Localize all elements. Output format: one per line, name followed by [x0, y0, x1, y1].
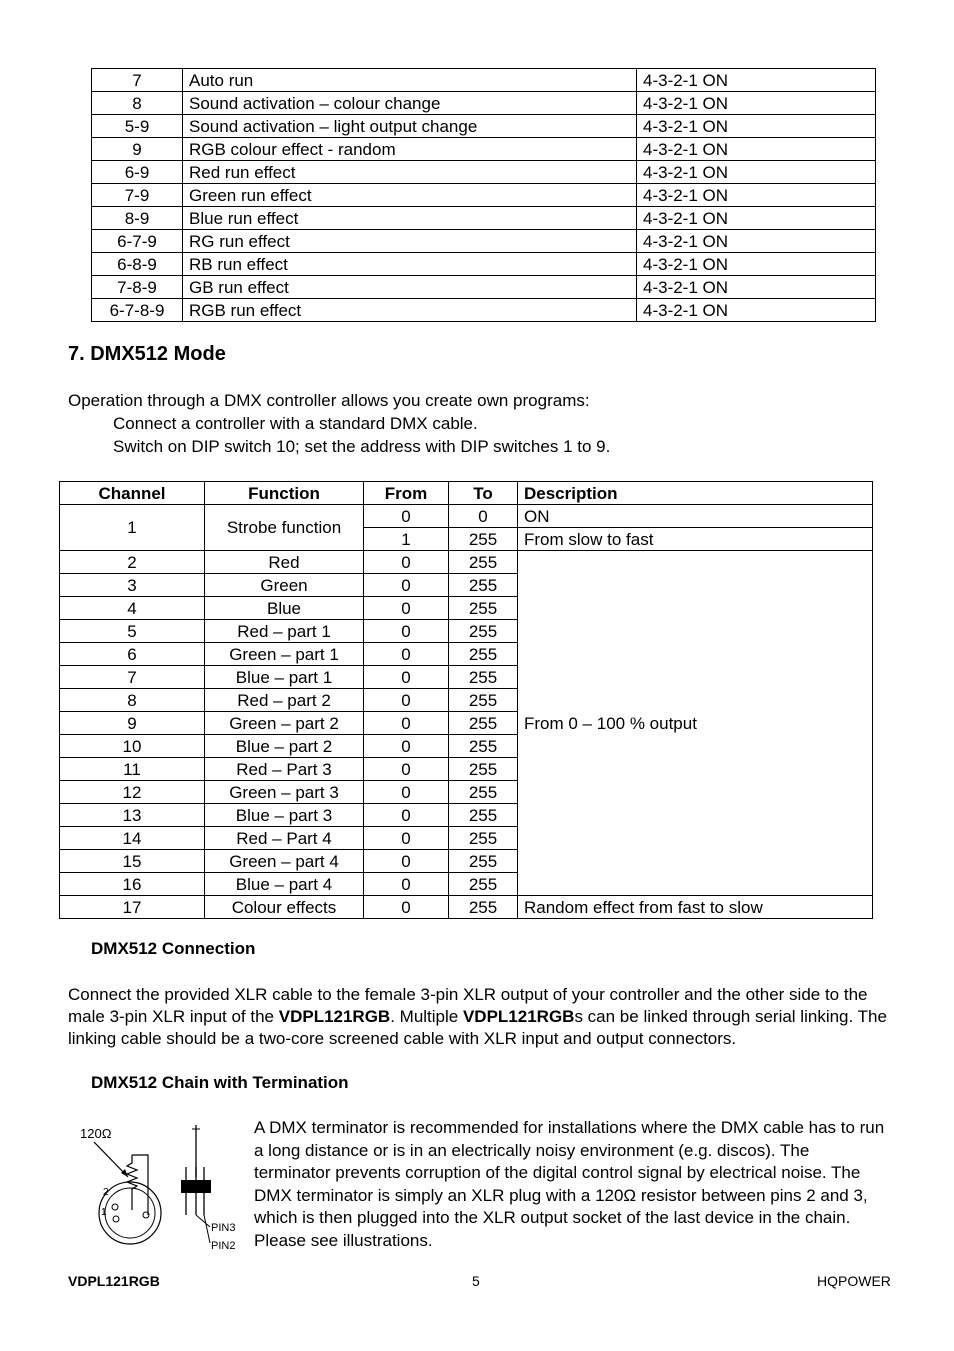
dmx-channel-cell: 7: [60, 666, 205, 689]
dmx-to-cell: 255: [449, 574, 518, 597]
dmx-to-cell: 255: [449, 666, 518, 689]
termination-text: A DMX terminator is recommended for installations where the DMX cable has to run a long distance or is in an electrically noisy environment (e.g. discos). The terminator prevents corruption of the digital control signal by electrical noise. The DMX terminator is simply an XLR plug with a 120Ω resistor between pins 2 and 3, which is then plugged into the XLR output socket of the last device in the chain.: [254, 1118, 885, 1227]
xlr-pin-2: [112, 1204, 118, 1210]
dmx-to-cell: 255: [449, 597, 518, 620]
resistor-body: [181, 1180, 211, 1193]
dmx-from-cell: 0: [364, 597, 449, 620]
dip-switches-cell: 7: [92, 69, 183, 92]
dip-switches-cell: 9: [92, 138, 183, 161]
dmx-function-cell: Green – part 1: [205, 643, 364, 666]
dip-setting-cell: 4-3-2-1 ON: [637, 230, 876, 253]
dip-function-cell: GB run effect: [183, 276, 637, 299]
dmx-function-cell: Blue – part 1: [205, 666, 364, 689]
dmx-to-cell: 255: [449, 804, 518, 827]
dmx-from-cell: 0: [364, 689, 449, 712]
dmx-function-cell: Blue: [205, 597, 364, 620]
dip-table-row: [92, 161, 876, 184]
dmx-channel-cell: 3: [60, 574, 205, 597]
dip-setting-cell: 4-3-2-1 ON: [637, 69, 876, 92]
dmx-description-cell: ON: [518, 505, 873, 528]
dmx-from-cell: 0: [364, 574, 449, 597]
dmx-function-cell: Strobe function: [205, 505, 364, 551]
dmx-from-cell: 0: [364, 735, 449, 758]
dip-function-cell: Sound activation – light output change: [183, 115, 637, 138]
dmx-table-row: [60, 551, 873, 574]
pin3-label: PIN3: [211, 1222, 236, 1234]
dmx-description-cell: From slow to fast: [518, 528, 873, 551]
dip-function-cell: RB run effect: [183, 253, 637, 276]
dmx-to-cell: 255: [449, 781, 518, 804]
dmx-to-cell: 255: [449, 689, 518, 712]
dmx-table-header: [60, 482, 873, 505]
dmx-function-cell: Green – part 2: [205, 712, 364, 735]
dmx-channel-cell: 14: [60, 827, 205, 850]
dmx-function-cell: Green: [205, 574, 364, 597]
dip-switches-cell: 8: [92, 92, 183, 115]
termination-see: Please see illustrations.: [254, 1230, 433, 1250]
dip-setting-cell: 4-3-2-1 ON: [637, 276, 876, 299]
dip-switches-cell: 8-9: [92, 207, 183, 230]
xlr-pin-1: [113, 1216, 119, 1222]
dip-table-row: [92, 299, 876, 322]
dmx-from-cell: 0: [364, 873, 449, 896]
dmx-channel-table: [59, 481, 873, 919]
dmx-to-cell: 0: [449, 505, 518, 528]
dmx-to-cell: 255: [449, 873, 518, 896]
dmx-to-cell: 255: [449, 712, 518, 735]
dip-table-row: [92, 207, 876, 230]
dip-setting-cell: 4-3-2-1 ON: [637, 92, 876, 115]
resistor-label: 120Ω: [80, 1126, 112, 1141]
dmx-from-cell: 0: [364, 850, 449, 873]
dip-function-cell: RGB run effect: [183, 299, 637, 322]
header-function: Function: [205, 482, 364, 505]
dmx-table-row: [60, 505, 873, 528]
dmx-to-cell: 255: [449, 551, 518, 574]
dmx-from-cell: 0: [364, 712, 449, 735]
dip-switches-cell: 7-8-9: [92, 276, 183, 299]
footer-page-number: 5: [472, 1273, 480, 1289]
dmx-channel-cell: 2: [60, 551, 205, 574]
dmx-function-cell: Red – part 2: [205, 689, 364, 712]
connection-model-2: VDPL121RGB: [462, 1007, 575, 1026]
dmx-channel-cell: 6: [60, 643, 205, 666]
dmx-function-cell: Red – Part 4: [205, 827, 364, 850]
dmx-from-cell: 0: [364, 551, 449, 574]
connection-text-3: s can be linked through serial linking. The linking cable should be a two-core screened cable with XLR input and output connectors.: [68, 1007, 887, 1048]
dip-table-row: [92, 253, 876, 276]
dmx-function-cell: Green – part 3: [205, 781, 364, 804]
dip-table-row: [92, 184, 876, 207]
dmx-channel-cell: 15: [60, 850, 205, 873]
connection-text-2: . Multiple: [390, 1007, 463, 1026]
header-channel: Channel: [60, 482, 205, 505]
dip-table-body: [92, 69, 876, 322]
dip-table-row: [92, 92, 876, 115]
termination-heading: DMX512 Chain with Termination: [91, 1073, 349, 1092]
header-to: To: [449, 482, 518, 505]
xlr-terminator-illustration: [70, 1115, 250, 1255]
connection-model-1: VDPL121RGB: [278, 1007, 391, 1026]
dmx-function-cell: Blue – part 4: [205, 873, 364, 896]
dmx-channel-cell: 10: [60, 735, 205, 758]
connection-heading: DMX512 Connection: [91, 939, 256, 958]
termination-paragraph: [254, 1117, 888, 1252]
dmx-channel-cell: 9: [60, 712, 205, 735]
dmx-table-body: [60, 505, 873, 919]
dmx-from-cell: 0: [364, 666, 449, 689]
dmx-from-cell: 0: [364, 827, 449, 850]
dmx-from-cell: 0: [364, 804, 449, 827]
dmx-to-cell: 255: [449, 758, 518, 781]
resistor-symbol: [127, 1155, 148, 1215]
dmx-to-cell: 255: [449, 735, 518, 758]
dmx-function-cell: Red: [205, 551, 364, 574]
dip-setting-cell: 4-3-2-1 ON: [637, 115, 876, 138]
dmx-to-cell: 255: [449, 827, 518, 850]
dmx-from-cell: 0: [364, 781, 449, 804]
dip-function-cell: Auto run: [183, 69, 637, 92]
dmx-channel-cell: 1: [60, 505, 205, 551]
dip-setting-cell: 4-3-2-1 ON: [637, 184, 876, 207]
dip-function-cell: RG run effect: [183, 230, 637, 253]
dmx-channel-cell: 13: [60, 804, 205, 827]
dip-function-cell: Green run effect: [183, 184, 637, 207]
dmx-channel-cell: 11: [60, 758, 205, 781]
header-description: Description: [518, 482, 873, 505]
dip-setting-cell: 4-3-2-1 ON: [637, 207, 876, 230]
dip-switches-cell: 6-9: [92, 161, 183, 184]
dmx-to-cell: 255: [449, 643, 518, 666]
dmx-from-cell: 0: [364, 643, 449, 666]
dmx-from-cell: 0: [364, 620, 449, 643]
dmx-description-cell: From 0 – 100 % output: [518, 551, 873, 896]
dip-setting-cell: 4-3-2-1 ON: [637, 299, 876, 322]
dmx-to-cell: 255: [449, 850, 518, 873]
section-heading: 7. DMX512 Mode: [68, 343, 226, 365]
pin2-label: PIN2: [211, 1240, 236, 1252]
connection-text-1: Connect the provided XLR cable to the female 3-pin XLR output of your controller and the other side to the male 3-pin XLR input of the: [68, 985, 868, 1026]
connection-paragraph: [68, 984, 888, 1050]
dip-switches-cell: 6-8-9: [92, 253, 183, 276]
dip-table-row: [92, 230, 876, 253]
pin-2-number: 2: [103, 1187, 109, 1198]
footer-brand: HQPOWER: [817, 1273, 891, 1289]
dmx-function-cell: Colour effects: [205, 896, 364, 919]
dmx-channel-cell: 5: [60, 620, 205, 643]
dip-function-cell: Sound activation – colour change: [183, 92, 637, 115]
section-intro: Operation through a DMX controller allows you create own programs:: [68, 391, 590, 410]
dmx-channel-cell: 8: [60, 689, 205, 712]
dip-table-row: [92, 115, 876, 138]
dip-switches-cell: 7-9: [92, 184, 183, 207]
dmx-function-cell: Blue – part 3: [205, 804, 364, 827]
dmx-channel-cell: 12: [60, 781, 205, 804]
dip-switches-cell: 5-9: [92, 115, 183, 138]
dip-table-row: [92, 138, 876, 161]
dmx-description-cell: Random effect from fast to slow: [518, 896, 873, 919]
dip-function-cell: Blue run effect: [183, 207, 637, 230]
dip-switches-cell: 6-7-8-9: [92, 299, 183, 322]
dip-switch-table: [91, 68, 876, 322]
footer-model: VDPL121RGB: [68, 1273, 160, 1289]
header-from: From: [364, 482, 449, 505]
dmx-function-cell: Red – part 1: [205, 620, 364, 643]
dmx-from-cell: 0: [364, 758, 449, 781]
pin-label-leaders: [196, 1215, 210, 1243]
dip-setting-cell: 4-3-2-1 ON: [637, 253, 876, 276]
dmx-channel-cell: 4: [60, 597, 205, 620]
dmx-from-cell: 0: [364, 896, 449, 919]
dmx-channel-cell: 17: [60, 896, 205, 919]
dip-switches-cell: 6-7-9: [92, 230, 183, 253]
dmx-function-cell: Blue – part 2: [205, 735, 364, 758]
dmx-to-cell: 255: [449, 896, 518, 919]
step-connect: Connect a controller with a standard DMX cable.: [113, 414, 478, 433]
dmx-channel-cell: 16: [60, 873, 205, 896]
dmx-to-cell: 255: [449, 620, 518, 643]
dmx-function-cell: Red – Part 3: [205, 758, 364, 781]
step-switch: Switch on DIP switch 10; set the address with DIP switches 1 to 9.: [113, 437, 611, 456]
dip-function-cell: RGB colour effect - random: [183, 138, 637, 161]
dip-setting-cell: 4-3-2-1 ON: [637, 161, 876, 184]
dmx-from-cell: 0: [364, 505, 449, 528]
dmx-function-cell: Green – part 4: [205, 850, 364, 873]
dip-setting-cell: 4-3-2-1 ON: [637, 138, 876, 161]
dmx-to-cell: 255: [449, 528, 518, 551]
dip-function-cell: Red run effect: [183, 161, 637, 184]
dip-table-row: [92, 69, 876, 92]
pin-1-number: 1: [101, 1207, 107, 1218]
dmx-from-cell: 1: [364, 528, 449, 551]
dmx-table-row: [60, 896, 873, 919]
dip-table-row: [92, 276, 876, 299]
